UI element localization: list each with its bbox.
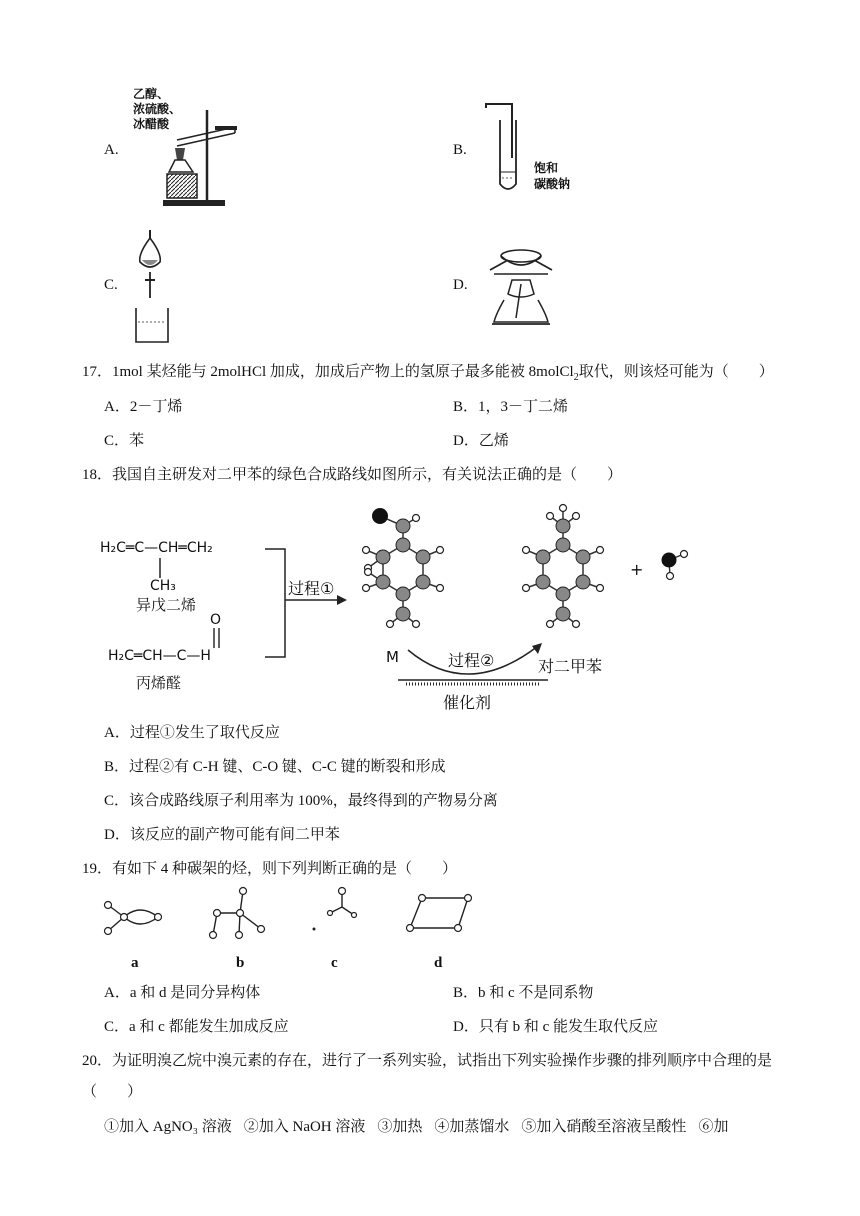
q17-option-b[interactable]: B．1，3－丁二烯 — [453, 399, 569, 415]
q19-stem: 19．有如下 4 种碳架的烃，则下列判断正确的是（ ） — [82, 861, 458, 877]
q17-option-c[interactable]: C．苯 — [104, 433, 145, 449]
step-6: ⑥加 — [698, 1119, 729, 1135]
q19-option-b[interactable]: B．b 和 c 不是同系物 — [453, 985, 594, 1001]
reaction-bracket-arrow — [265, 546, 355, 661]
skeleton-a-label: a — [131, 955, 139, 971]
q18-option-a[interactable]: A．过程①发生了取代反应 — [104, 725, 280, 741]
q20-stem: 20．为证明溴乙烷中溴元素的存在，进行了一系列实验，试指出下列实验操作步骤的排列顺序中合理的是 — [82, 1053, 773, 1069]
skeleton-b — [205, 885, 275, 945]
q19-option-d[interactable]: D．只有 b 和 c 能发生取代反应 — [453, 1019, 659, 1035]
skeleton-d-label: d — [434, 955, 443, 971]
q18-stem: 18．我国自主研发对二甲苯的绿色合成路线如图所示，有关说法正确的是（ ） — [82, 467, 623, 483]
reagent-label: 饱和 碳酸钠 — [534, 161, 571, 191]
plus-sign: + — [630, 560, 644, 579]
heating-apparatus-image — [155, 100, 255, 212]
step-3: ③加热 — [377, 1119, 423, 1135]
water-molecule — [656, 546, 696, 586]
option-letter: D. — [453, 277, 468, 293]
q18-option-d[interactable]: D．该反应的副产物可能有间二甲苯 — [104, 827, 340, 843]
skeleton-d — [400, 890, 480, 940]
option-letter: C. — [104, 277, 118, 293]
acrolein-formula: H₂C═CH—C—H — [108, 648, 211, 664]
intermediate-m-molecule — [358, 500, 448, 640]
m-label: M — [386, 648, 399, 666]
acrolein-name: 丙烯醛 — [136, 674, 182, 692]
q20-paren: （ ） — [82, 1084, 143, 1100]
product-name: 对二甲苯 — [538, 657, 603, 676]
evaporation-apparatus-image — [486, 244, 556, 326]
separatory-funnel-image — [130, 228, 180, 346]
q17-stem: 17．1mol 某烃能与 2molHCl 加成，加成后产物上的氢原子最多能被 8molCl$_2$取代，则该烃可能为（ ） — [82, 364, 774, 383]
q20-steps — [104, 1115, 728, 1136]
q19-option-a[interactable]: A．a 和 d 是同分异构体 — [104, 985, 261, 1001]
q17-option-d[interactable]: D．乙烯 — [453, 433, 509, 449]
option-letter: B. — [453, 142, 467, 158]
q18-option-c[interactable]: C．该合成路线原子利用率为 100%，最终得到的产物易分离 — [104, 793, 498, 809]
process-1-label: 过程① — [288, 579, 335, 598]
q19-option-c[interactable]: C．a 和 c 都能发生加成反应 — [104, 1019, 289, 1035]
skeleton-b-label: b — [236, 955, 245, 971]
methyl-bond — [158, 558, 162, 580]
q18-option-b[interactable]: B．过程②有 C-H 键、C-O 键、C-C 键的断裂和形成 — [104, 759, 446, 775]
process-2-label: 过程② — [448, 651, 495, 670]
step-2: ②加入 NaOH 溶液 — [243, 1119, 366, 1135]
skeleton-c-label: c — [331, 955, 338, 971]
q17-option-a[interactable]: A．2－丁烯 — [104, 399, 183, 415]
skeleton-a — [100, 895, 170, 940]
acrolein-oxygen: O — [210, 612, 222, 628]
step-1: ①加入 AgNO₃ 溶液 — [104, 1119, 232, 1135]
isoprene-methyl: CH₃ — [150, 578, 176, 594]
step-4: ④加蒸馏水 — [434, 1119, 510, 1135]
skeleton-c — [306, 885, 366, 945]
step-5: ⑤加入硝酸至溶液呈酸性 — [521, 1119, 687, 1135]
isoprene-formula: H₂C═C—CH═CH₂ — [100, 540, 213, 556]
reagent-label: 乙醇、 浓硫酸、 冰醋酸 — [133, 87, 182, 131]
carbonyl-double-bond — [211, 628, 221, 648]
p-xylene-molecule — [518, 500, 608, 640]
test-tube-image — [482, 100, 532, 196]
option-letter: A. — [104, 142, 119, 158]
catalyst-label: 催化剂 — [443, 693, 492, 712]
isoprene-name: 异戊二烯 — [136, 596, 197, 614]
